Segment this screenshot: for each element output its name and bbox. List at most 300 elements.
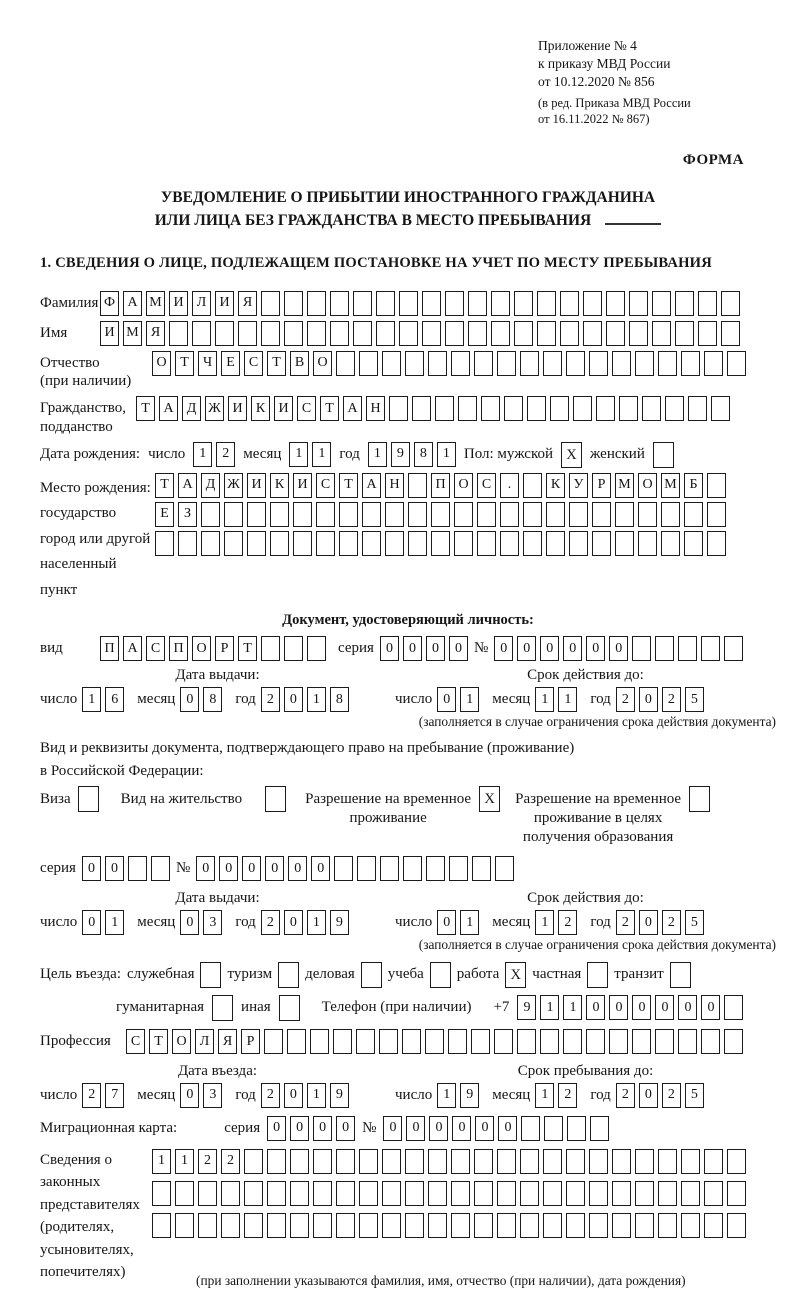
char-cell[interactable]: П [431, 473, 450, 498]
char-cell[interactable]: 1 [289, 442, 308, 467]
char-cell[interactable]: О [454, 473, 473, 498]
char-cell[interactable] [307, 321, 326, 346]
char-cell[interactable] [521, 1116, 540, 1141]
char-cell[interactable]: Т [155, 473, 174, 498]
char-cell[interactable] [175, 1213, 194, 1238]
char-cell[interactable] [474, 351, 493, 376]
char-cell[interactable]: С [316, 473, 335, 498]
char-cell[interactable] [583, 321, 602, 346]
char-cell[interactable]: 0 [180, 687, 199, 712]
char-cell[interactable] [405, 1181, 424, 1206]
char-cell[interactable]: А [362, 473, 381, 498]
char-cell[interactable]: 0 [284, 1083, 303, 1108]
char-cell[interactable] [155, 531, 174, 556]
char-cell[interactable]: М [146, 291, 165, 316]
char-cell[interactable] [520, 1213, 539, 1238]
char-cell[interactable] [408, 531, 427, 556]
char-cell[interactable]: Р [241, 1029, 260, 1054]
char-cell[interactable] [681, 1213, 700, 1238]
char-cell[interactable] [543, 1213, 562, 1238]
char-cell[interactable] [698, 291, 717, 316]
char-cell[interactable] [405, 1149, 424, 1174]
char-cell[interactable]: 0 [383, 1116, 402, 1141]
char-cell[interactable] [520, 351, 539, 376]
char-cell[interactable] [491, 291, 510, 316]
purpose-humanitarian-checkbox[interactable] [212, 995, 233, 1021]
char-cell[interactable]: 0 [284, 687, 303, 712]
char-cell[interactable]: 1 [307, 687, 326, 712]
char-cell[interactable]: . [500, 473, 519, 498]
char-cell[interactable] [612, 351, 631, 376]
char-cell[interactable] [707, 473, 726, 498]
char-cell[interactable]: М [123, 321, 142, 346]
char-cell[interactable] [500, 502, 519, 527]
char-cell[interactable] [359, 1213, 378, 1238]
char-cell[interactable] [310, 1029, 329, 1054]
char-cell[interactable] [426, 856, 445, 881]
char-cell[interactable]: Ж [205, 396, 224, 421]
char-cell[interactable] [543, 1181, 562, 1206]
char-cell[interactable] [520, 1149, 539, 1174]
char-cell[interactable]: 1 [437, 1083, 456, 1108]
char-cell[interactable] [652, 321, 671, 346]
char-cell[interactable]: Т [339, 473, 358, 498]
char-cell[interactable]: 0 [429, 1116, 448, 1141]
char-cell[interactable]: Н [385, 473, 404, 498]
char-cell[interactable] [707, 502, 726, 527]
char-cell[interactable]: 7 [105, 1083, 124, 1108]
char-cell[interactable] [431, 502, 450, 527]
char-cell[interactable]: 0 [82, 856, 101, 881]
char-cell[interactable]: 0 [196, 856, 215, 881]
char-cell[interactable] [652, 291, 671, 316]
char-cell[interactable] [316, 502, 335, 527]
char-cell[interactable] [385, 502, 404, 527]
char-cell[interactable]: А [123, 291, 142, 316]
char-cell[interactable]: 8 [330, 687, 349, 712]
char-cell[interactable]: 0 [290, 1116, 309, 1141]
char-cell[interactable]: А [178, 473, 197, 498]
char-cell[interactable]: А [159, 396, 178, 421]
char-cell[interactable]: И [169, 291, 188, 316]
char-cell[interactable] [544, 1116, 563, 1141]
char-cell[interactable] [284, 321, 303, 346]
char-cell[interactable]: 1 [535, 1083, 554, 1108]
char-cell[interactable] [382, 1181, 401, 1206]
char-cell[interactable] [543, 351, 562, 376]
char-cell[interactable] [362, 531, 381, 556]
char-cell[interactable]: 0 [336, 1116, 355, 1141]
char-cell[interactable] [586, 1029, 605, 1054]
char-cell[interactable] [658, 1149, 677, 1174]
char-cell[interactable]: Я [238, 291, 257, 316]
char-cell[interactable] [428, 1213, 447, 1238]
char-cell[interactable] [704, 351, 723, 376]
char-cell[interactable] [567, 1116, 586, 1141]
char-cell[interactable]: 0 [105, 856, 124, 881]
char-cell[interactable] [632, 1029, 651, 1054]
char-cell[interactable]: 0 [609, 995, 628, 1020]
char-cell[interactable] [267, 1181, 286, 1206]
purpose-business-checkbox[interactable] [361, 962, 382, 988]
char-cell[interactable] [244, 1213, 263, 1238]
char-cell[interactable]: 2 [616, 1083, 635, 1108]
char-cell[interactable] [481, 396, 500, 421]
char-cell[interactable]: 6 [105, 687, 124, 712]
char-cell[interactable] [151, 856, 170, 881]
char-cell[interactable]: Т [175, 351, 194, 376]
char-cell[interactable] [201, 531, 220, 556]
char-cell[interactable] [376, 291, 395, 316]
char-cell[interactable]: 9 [330, 1083, 349, 1108]
char-cell[interactable]: 1 [307, 1083, 326, 1108]
char-cell[interactable] [494, 1029, 513, 1054]
char-cell[interactable] [661, 502, 680, 527]
char-cell[interactable] [615, 502, 634, 527]
char-cell[interactable] [267, 1213, 286, 1238]
purpose-official-checkbox[interactable] [200, 962, 221, 988]
char-cell[interactable]: 0 [475, 1116, 494, 1141]
char-cell[interactable] [638, 531, 657, 556]
char-cell[interactable] [566, 1181, 585, 1206]
char-cell[interactable]: И [247, 473, 266, 498]
char-cell[interactable] [632, 636, 651, 661]
char-cell[interactable]: 0 [517, 636, 536, 661]
char-cell[interactable]: 0 [678, 995, 697, 1020]
char-cell[interactable]: 0 [639, 1083, 658, 1108]
char-cell[interactable] [284, 636, 303, 661]
char-cell[interactable]: Я [218, 1029, 237, 1054]
char-cell[interactable]: Т [149, 1029, 168, 1054]
char-cell[interactable]: 0 [380, 636, 399, 661]
char-cell[interactable] [569, 531, 588, 556]
char-cell[interactable]: Е [155, 502, 174, 527]
sex-male-checkbox[interactable]: X [561, 442, 582, 468]
char-cell[interactable]: Ж [224, 473, 243, 498]
char-cell[interactable] [497, 1149, 516, 1174]
char-cell[interactable] [175, 1181, 194, 1206]
char-cell[interactable] [339, 531, 358, 556]
char-cell[interactable] [261, 321, 280, 346]
char-cell[interactable] [537, 321, 556, 346]
char-cell[interactable] [336, 1181, 355, 1206]
char-cell[interactable] [543, 1149, 562, 1174]
char-cell[interactable]: Я [146, 321, 165, 346]
char-cell[interactable]: О [638, 473, 657, 498]
char-cell[interactable] [638, 502, 657, 527]
char-cell[interactable] [615, 531, 634, 556]
char-cell[interactable]: Т [238, 636, 257, 661]
char-cell[interactable] [293, 531, 312, 556]
char-cell[interactable] [356, 1029, 375, 1054]
char-cell[interactable]: 2 [261, 687, 280, 712]
char-cell[interactable] [698, 321, 717, 346]
char-cell[interactable] [382, 351, 401, 376]
char-cell[interactable] [451, 1181, 470, 1206]
purpose-work-checkbox[interactable]: X [505, 962, 526, 988]
char-cell[interactable] [704, 1181, 723, 1206]
char-cell[interactable] [491, 321, 510, 346]
char-cell[interactable] [307, 636, 326, 661]
char-cell[interactable] [635, 351, 654, 376]
char-cell[interactable] [619, 396, 638, 421]
char-cell[interactable] [425, 1029, 444, 1054]
char-cell[interactable] [215, 321, 234, 346]
char-cell[interactable] [537, 291, 556, 316]
char-cell[interactable] [606, 291, 625, 316]
char-cell[interactable]: 0 [701, 995, 720, 1020]
char-cell[interactable] [592, 531, 611, 556]
char-cell[interactable] [221, 1213, 240, 1238]
char-cell[interactable] [468, 291, 487, 316]
char-cell[interactable]: 0 [288, 856, 307, 881]
char-cell[interactable]: Е [221, 351, 240, 376]
option-residence-permit-checkbox[interactable] [265, 786, 286, 812]
char-cell[interactable] [474, 1149, 493, 1174]
char-cell[interactable] [224, 502, 243, 527]
char-cell[interactable] [198, 1213, 217, 1238]
char-cell[interactable] [169, 321, 188, 346]
char-cell[interactable]: 5 [685, 1083, 704, 1108]
char-cell[interactable]: А [123, 636, 142, 661]
char-cell[interactable] [497, 1213, 516, 1238]
char-cell[interactable] [428, 351, 447, 376]
char-cell[interactable]: И [228, 396, 247, 421]
char-cell[interactable] [307, 291, 326, 316]
char-cell[interactable]: 8 [203, 687, 222, 712]
char-cell[interactable]: 2 [261, 910, 280, 935]
char-cell[interactable] [152, 1181, 171, 1206]
char-cell[interactable] [454, 502, 473, 527]
char-cell[interactable] [724, 995, 743, 1020]
char-cell[interactable] [472, 856, 491, 881]
char-cell[interactable]: У [569, 473, 588, 498]
char-cell[interactable] [270, 531, 289, 556]
char-cell[interactable] [658, 351, 677, 376]
char-cell[interactable]: 0 [586, 636, 605, 661]
char-cell[interactable] [546, 531, 565, 556]
char-cell[interactable]: 0 [180, 910, 199, 935]
char-cell[interactable] [678, 636, 697, 661]
char-cell[interactable] [583, 291, 602, 316]
char-cell[interactable]: 3 [203, 1083, 222, 1108]
char-cell[interactable]: 2 [198, 1149, 217, 1174]
char-cell[interactable]: К [251, 396, 270, 421]
purpose-study-checkbox[interactable] [430, 962, 451, 988]
char-cell[interactable]: 1 [535, 910, 554, 935]
char-cell[interactable]: 1 [437, 442, 456, 467]
char-cell[interactable]: М [661, 473, 680, 498]
char-cell[interactable] [635, 1149, 654, 1174]
char-cell[interactable] [675, 321, 694, 346]
char-cell[interactable] [658, 1181, 677, 1206]
char-cell[interactable]: 0 [313, 1116, 332, 1141]
char-cell[interactable]: 1 [152, 1149, 171, 1174]
char-cell[interactable]: 2 [616, 910, 635, 935]
char-cell[interactable] [428, 1149, 447, 1174]
char-cell[interactable]: О [172, 1029, 191, 1054]
char-cell[interactable] [435, 396, 454, 421]
char-cell[interactable]: Т [136, 396, 155, 421]
char-cell[interactable]: 0 [242, 856, 261, 881]
char-cell[interactable] [380, 856, 399, 881]
char-cell[interactable]: 2 [616, 687, 635, 712]
char-cell[interactable] [727, 1213, 746, 1238]
char-cell[interactable]: 0 [632, 995, 651, 1020]
char-cell[interactable]: 9 [517, 995, 536, 1020]
char-cell[interactable] [451, 1213, 470, 1238]
char-cell[interactable] [540, 1029, 559, 1054]
char-cell[interactable] [445, 321, 464, 346]
char-cell[interactable] [477, 502, 496, 527]
char-cell[interactable] [353, 321, 372, 346]
char-cell[interactable] [504, 396, 523, 421]
char-cell[interactable] [523, 502, 542, 527]
char-cell[interactable] [313, 1213, 332, 1238]
char-cell[interactable] [707, 531, 726, 556]
char-cell[interactable]: 0 [437, 687, 456, 712]
char-cell[interactable]: 2 [662, 1083, 681, 1108]
char-cell[interactable] [247, 531, 266, 556]
char-cell[interactable]: 0 [426, 636, 445, 661]
char-cell[interactable]: 1 [540, 995, 559, 1020]
char-cell[interactable]: 2 [216, 442, 235, 467]
char-cell[interactable]: 1 [175, 1149, 194, 1174]
char-cell[interactable]: 1 [460, 910, 479, 935]
char-cell[interactable] [458, 396, 477, 421]
char-cell[interactable]: К [270, 473, 289, 498]
char-cell[interactable] [247, 502, 266, 527]
char-cell[interactable]: Р [592, 473, 611, 498]
char-cell[interactable] [560, 291, 579, 316]
char-cell[interactable] [313, 1181, 332, 1206]
char-cell[interactable] [629, 321, 648, 346]
char-cell[interactable]: 0 [180, 1083, 199, 1108]
char-cell[interactable] [290, 1181, 309, 1206]
char-cell[interactable] [336, 1149, 355, 1174]
char-cell[interactable]: 1 [460, 687, 479, 712]
char-cell[interactable] [566, 351, 585, 376]
char-cell[interactable] [468, 321, 487, 346]
char-cell[interactable] [681, 1181, 700, 1206]
char-cell[interactable] [336, 351, 355, 376]
char-cell[interactable] [727, 351, 746, 376]
char-cell[interactable] [445, 291, 464, 316]
char-cell[interactable]: С [126, 1029, 145, 1054]
char-cell[interactable] [408, 473, 427, 498]
char-cell[interactable]: 0 [540, 636, 559, 661]
char-cell[interactable]: 2 [82, 1083, 101, 1108]
char-cell[interactable] [293, 502, 312, 527]
char-cell[interactable] [517, 1029, 536, 1054]
char-cell[interactable] [497, 351, 516, 376]
char-cell[interactable] [431, 531, 450, 556]
char-cell[interactable] [267, 1149, 286, 1174]
char-cell[interactable] [448, 1029, 467, 1054]
char-cell[interactable]: 0 [311, 856, 330, 881]
char-cell[interactable] [313, 1149, 332, 1174]
char-cell[interactable]: Н [366, 396, 385, 421]
char-cell[interactable] [609, 1029, 628, 1054]
char-cell[interactable]: 9 [391, 442, 410, 467]
char-cell[interactable]: П [100, 636, 119, 661]
char-cell[interactable] [589, 1213, 608, 1238]
char-cell[interactable]: 0 [609, 636, 628, 661]
char-cell[interactable] [727, 1149, 746, 1174]
char-cell[interactable]: 1 [307, 910, 326, 935]
char-cell[interactable]: 1 [558, 687, 577, 712]
char-cell[interactable]: 1 [563, 995, 582, 1020]
char-cell[interactable]: 0 [655, 995, 674, 1020]
char-cell[interactable] [514, 291, 533, 316]
char-cell[interactable] [592, 502, 611, 527]
char-cell[interactable] [520, 1181, 539, 1206]
char-cell[interactable] [527, 396, 546, 421]
char-cell[interactable] [642, 396, 661, 421]
char-cell[interactable]: 9 [330, 910, 349, 935]
char-cell[interactable] [290, 1149, 309, 1174]
char-cell[interactable]: 2 [261, 1083, 280, 1108]
char-cell[interactable]: Ф [100, 291, 119, 316]
char-cell[interactable]: 0 [437, 910, 456, 935]
char-cell[interactable]: 0 [494, 636, 513, 661]
purpose-tourism-checkbox[interactable] [278, 962, 299, 988]
char-cell[interactable]: И [274, 396, 293, 421]
char-cell[interactable] [612, 1213, 631, 1238]
char-cell[interactable] [684, 502, 703, 527]
char-cell[interactable] [681, 351, 700, 376]
char-cell[interactable] [566, 1149, 585, 1174]
char-cell[interactable] [590, 1116, 609, 1141]
char-cell[interactable]: С [297, 396, 316, 421]
char-cell[interactable] [684, 531, 703, 556]
char-cell[interactable] [128, 856, 147, 881]
purpose-other-checkbox[interactable] [279, 995, 300, 1021]
char-cell[interactable] [201, 502, 220, 527]
char-cell[interactable] [474, 1213, 493, 1238]
char-cell[interactable]: О [313, 351, 332, 376]
char-cell[interactable] [270, 502, 289, 527]
char-cell[interactable]: 0 [219, 856, 238, 881]
char-cell[interactable]: 1 [82, 687, 101, 712]
char-cell[interactable] [573, 396, 592, 421]
char-cell[interactable] [675, 291, 694, 316]
char-cell[interactable] [339, 502, 358, 527]
char-cell[interactable] [290, 1213, 309, 1238]
option-temporary-residence-checkbox[interactable]: X [479, 786, 500, 812]
char-cell[interactable]: Т [320, 396, 339, 421]
char-cell[interactable]: 0 [82, 910, 101, 935]
char-cell[interactable] [477, 531, 496, 556]
char-cell[interactable] [563, 1029, 582, 1054]
char-cell[interactable] [389, 396, 408, 421]
char-cell[interactable]: 8 [414, 442, 433, 467]
char-cell[interactable] [497, 1181, 516, 1206]
char-cell[interactable] [704, 1213, 723, 1238]
char-cell[interactable] [385, 531, 404, 556]
char-cell[interactable]: Ч [198, 351, 217, 376]
char-cell[interactable] [333, 1029, 352, 1054]
char-cell[interactable]: С [244, 351, 263, 376]
char-cell[interactable]: 1 [105, 910, 124, 935]
char-cell[interactable] [655, 1029, 674, 1054]
char-cell[interactable] [192, 321, 211, 346]
char-cell[interactable]: 0 [284, 910, 303, 935]
char-cell[interactable] [198, 1181, 217, 1206]
char-cell[interactable] [500, 531, 519, 556]
char-cell[interactable] [514, 321, 533, 346]
char-cell[interactable] [471, 1029, 490, 1054]
